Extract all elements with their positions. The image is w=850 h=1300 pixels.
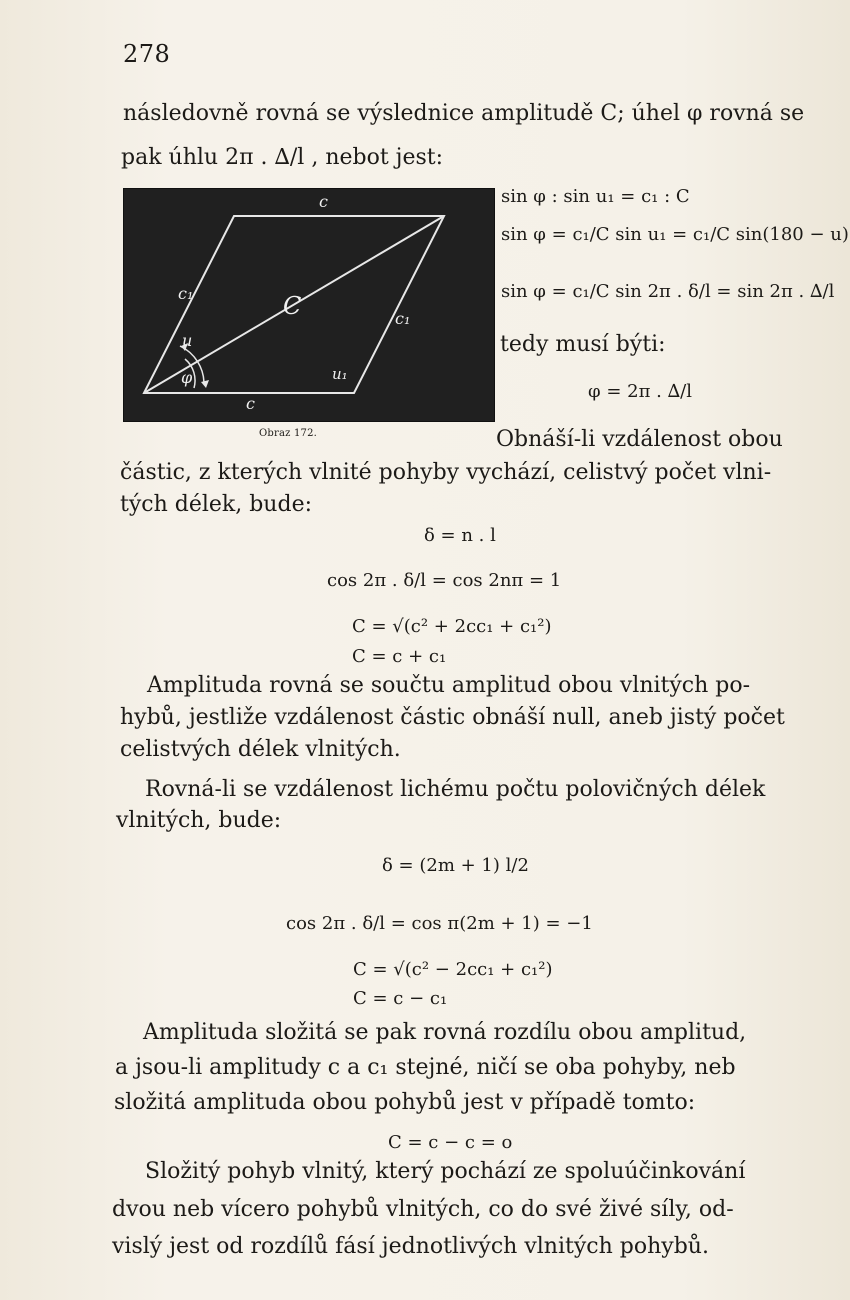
label-center-C: C xyxy=(283,292,302,320)
label-top-c: c xyxy=(319,192,328,211)
paragraph-5-line-1: Složitý pohyb vlnitý, který pochází ze spoluúčinkování xyxy=(145,1159,746,1184)
paragraph-3-line-1: Rovná-li se vzdálenost lichému počtu polovičných délek xyxy=(145,777,766,802)
paragraph-2-line-2: hybů, jestliže vzdálenost částic obnáší null, aneb jistý počet xyxy=(120,705,785,730)
paragraph-1-line-1: Obnáší-li vzdálenost obou xyxy=(496,427,783,452)
paragraph-4-line-2: a jsou-li amplitudy c a c₁ stejné, ničí se oba pohyby, neb xyxy=(115,1055,736,1080)
paragraph-1-line-2: částic, z kterých vlnité pohyby vychází, celistvý počet vlni- xyxy=(120,460,772,485)
paragraph-3-line-2: vlnitých, bude: xyxy=(116,808,282,833)
paragraph-5-line-3: vislý jest od rozdílů fásí jednotlivých vlnitých pohybů. xyxy=(112,1234,709,1259)
figure-caption: Obraz 172. xyxy=(259,428,318,439)
text-line-2-suffix: , nebot jest: xyxy=(311,145,444,170)
paragraph-4-line-3: složitá amplituda obou pohybů jest v případě tomto: xyxy=(114,1090,696,1115)
equation-cosine-2: cos 2π . δ/l = cos π(2m + 1) = −1 xyxy=(286,913,593,934)
text-line-2-expression: 2π . ∆/l xyxy=(225,145,305,170)
equation-amplitude-sqrt-1: C = √(c² + 2cc₁ + c₁²) xyxy=(352,616,552,637)
label-angle-u1: u₁ xyxy=(332,365,348,383)
label-angle-u: u xyxy=(182,331,193,350)
text-line-2-prefix: pak úhlu xyxy=(121,145,219,170)
figure-background xyxy=(124,189,494,421)
equation-amplitude-sum: C = c + c₁ xyxy=(352,646,447,667)
label-left-c1: c₁ xyxy=(178,284,194,303)
equation-cosine-1: cos 2π . δ/l = cos 2nπ = 1 xyxy=(327,570,562,591)
text-line-2 xyxy=(121,145,443,171)
label-right-c1: c₁ xyxy=(395,309,411,328)
parallelogram-figure xyxy=(123,188,495,422)
equation-sine-component: sin φ = c₁/C sin u₁ = c₁/C sin(180 − u) xyxy=(501,224,849,245)
equation-zero-amplitude: C = c − c = o xyxy=(388,1132,513,1153)
equation-delta-nl: δ = n . l xyxy=(424,525,496,546)
paragraph-2-line-3: celistvých délek vlnitých. xyxy=(120,737,401,762)
equation-amplitude-difference: C = c − c₁ xyxy=(353,988,448,1009)
label-bottom-c: c xyxy=(246,394,255,413)
text-tedy-musi-byti: tedy musí býti: xyxy=(500,332,666,357)
parallelogram-diagram xyxy=(124,189,494,421)
equation-delta-odd: δ = (2m + 1) l/2 xyxy=(382,855,529,876)
text-line-1: následovně rovná se výslednice amplitudě C; úhel φ rovná se xyxy=(123,101,805,126)
equation-sine-delta: sin φ = c₁/C sin 2π . δ/l = sin 2π . ∆/l xyxy=(501,281,835,302)
equation-amplitude-sqrt-2: C = √(c² − 2cc₁ + c₁²) xyxy=(353,959,553,980)
page-number: 278 xyxy=(123,40,171,68)
equation-sine-ratio: sin φ : sin u₁ = c₁ : C xyxy=(501,186,690,207)
paragraph-4-line-1: Amplituda složitá se pak rovná rozdílu obou amplitud, xyxy=(143,1020,747,1045)
paragraph-5-line-2: dvou neb vícero pohybů vlnitých, co do své živé síly, od- xyxy=(112,1197,734,1222)
paragraph-1-line-3: tých délek, bude: xyxy=(120,492,312,517)
equation-phi: φ = 2π . ∆/l xyxy=(588,381,692,402)
label-angle-phi: φ xyxy=(181,368,193,387)
paragraph-2-line-1: Amplituda rovná se součtu amplitud obou vlnitých po- xyxy=(147,673,751,698)
